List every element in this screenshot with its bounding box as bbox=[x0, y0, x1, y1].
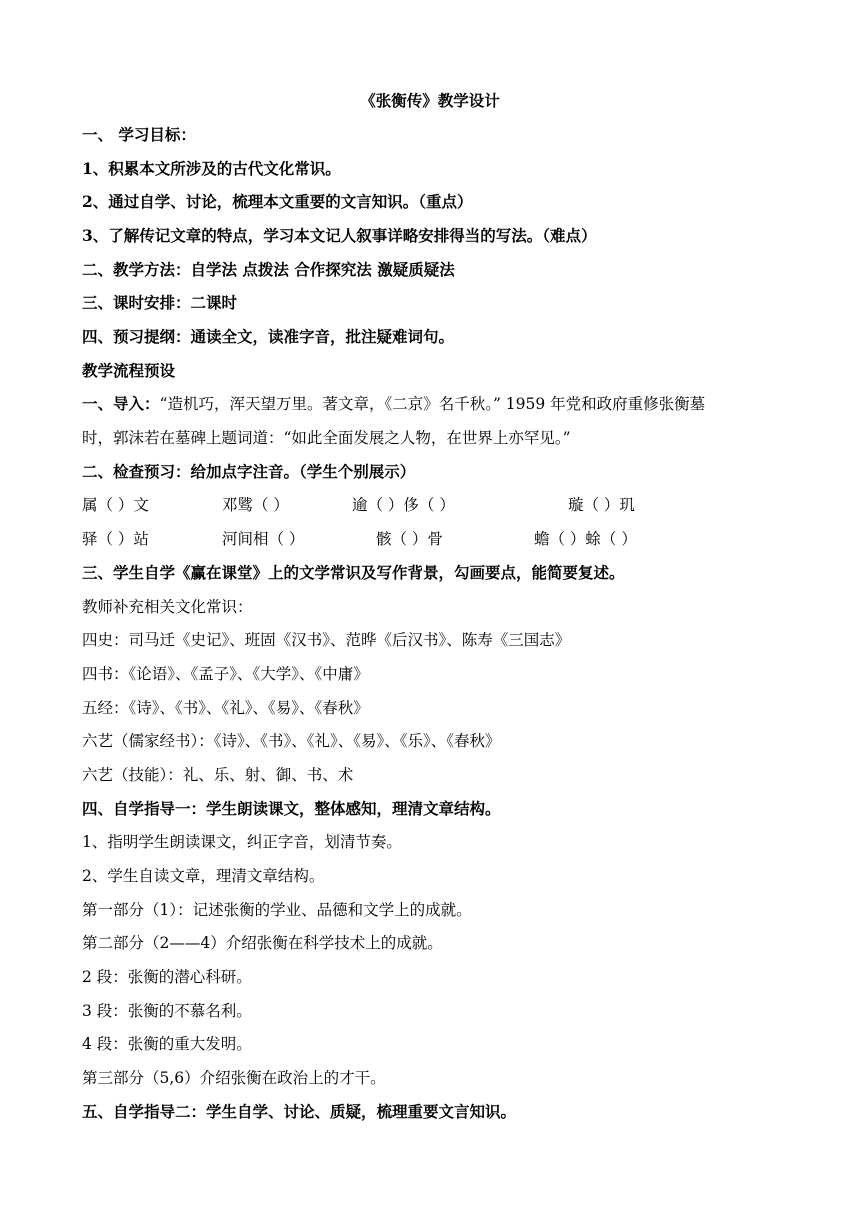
pinyin-blank: 骸（ ）骨 bbox=[376, 530, 443, 548]
pinyin-blank: 驿（ ）站 bbox=[82, 530, 149, 548]
intro-line-2: 时，郭沫若在墓碑上题词道：“如此全面发展之人物，在世界上亦罕见。” bbox=[82, 429, 571, 447]
supplement-line: 教师补充相关文化常识： bbox=[82, 598, 253, 616]
guide1-item: 4 段：张衡的重大发明。 bbox=[82, 1035, 252, 1053]
objective-item: 1、积累本文所涉及的古代文化常识。 bbox=[82, 159, 341, 178]
pinyin-blank: 蟾（ ）蜍（ ） bbox=[534, 530, 637, 548]
pinyin-blank: 逾（ ）侈（ ） bbox=[352, 496, 455, 514]
guide1-item: 第一部分（1）：记述张衡的学业、品德和文学上的成就。 bbox=[82, 901, 472, 919]
pinyin-blank: 属（ ）文 bbox=[82, 496, 149, 514]
culture-item: 四书：《论语》、《孟子》、《大学》、《中庸》 bbox=[82, 665, 369, 683]
check-heading: 二、检查预习：给加点字注音。（学生个别展示） bbox=[82, 462, 416, 481]
schedule-line: 三、课时安排：二课时 bbox=[82, 293, 238, 312]
guide1-item: 2、学生自读文章，理清文章结构。 bbox=[82, 867, 325, 885]
objective-item: 3、了解传记文章的特点，学习本文记人叙事详略安排得当的写法。（难点） bbox=[82, 226, 597, 245]
selfstudy-heading: 三、学生自学《赢在课堂》上的文学常识及写作背景，勾画要点，能简要复述。 bbox=[82, 563, 625, 582]
guide1-item: 第三部分（5,6）介绍张衡在政治上的才干。 bbox=[82, 1069, 386, 1087]
objectives-heading: 一、 学习目标： bbox=[82, 125, 196, 144]
guide1-item: 1、指明学生朗读课文，纠正字音，划清节奏。 bbox=[82, 833, 402, 851]
culture-item: 五经：《诗》、《书》、《礼》、《易》、《春秋》 bbox=[82, 699, 369, 717]
intro-label: 一、导入： bbox=[82, 394, 160, 413]
guide1-item: 3 段：张衡的不慕名利。 bbox=[82, 1002, 252, 1020]
pinyin-blank: 河间相（ ） bbox=[222, 530, 305, 548]
pinyin-blank: 邓骘（ ） bbox=[222, 496, 289, 514]
methods-line: 二、教学方法：自学法 点拨法 合作探究法 激疑质疑法 bbox=[82, 260, 455, 279]
intro-line-1 bbox=[82, 393, 820, 415]
culture-item: 六艺（技能）：礼、乐、射、御、书、术 bbox=[82, 766, 354, 784]
intro-text-1: “造机巧，浑天望万里。著文章，《二京》名千秋。” 1959 年党和政府重修张衡墓 bbox=[159, 395, 706, 413]
guide1-item: 2 段：张衡的潜心科研。 bbox=[82, 968, 252, 986]
document-title: 《张衡传》教学设计 bbox=[360, 91, 500, 110]
flow-heading: 教学流程预设 bbox=[82, 361, 176, 380]
guide1-item: 第二部分（2——4）介绍张衡在科学技术上的成就。 bbox=[82, 934, 443, 952]
culture-item: 六艺（儒家经书）：《诗》、《书》、《礼》、《易》、《乐》、《春秋》 bbox=[82, 732, 501, 750]
guide2-heading: 五、自学指导二：学生自学、讨论、质疑，梳理重要文言知识。 bbox=[82, 1102, 517, 1121]
guide1-heading: 四、自学指导一：学生朗读课文，整体感知，理清文章结构。 bbox=[82, 799, 501, 818]
objective-item: 2、通过自学、讨论，梳理本文重要的文言知识。（重点） bbox=[82, 192, 473, 211]
culture-item: 四史：司马迁《史记》、班固《汉书》、范晔《后汉书》、陈寿《三国志》 bbox=[82, 631, 571, 649]
preview-line: 四、预习提纲：通读全文，读准字音，批注疑难词句。 bbox=[82, 327, 455, 346]
pinyin-blank: 璇（ ）玑 bbox=[568, 496, 635, 514]
